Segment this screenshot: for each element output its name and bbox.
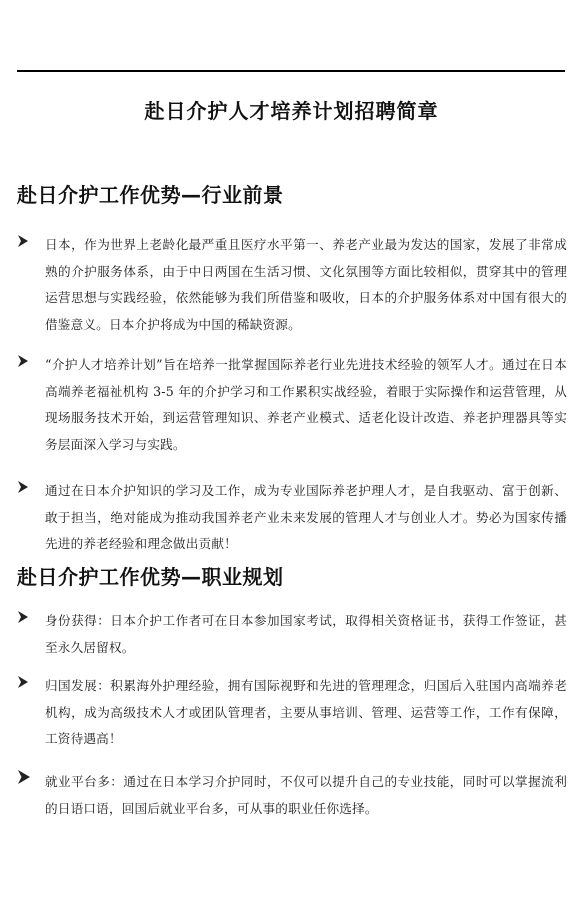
list-item: [17, 673, 567, 753]
document-title: 赴日介护人才培养计划招聘简章: [144, 99, 439, 123]
list-item: [17, 769, 567, 822]
list-item: [17, 352, 567, 458]
arrow-bullet-icon: [17, 675, 29, 689]
arrow-bullet-icon: [17, 769, 29, 783]
top-divider: [17, 70, 565, 72]
list-item: [17, 608, 567, 661]
list-item-text: “介护人才培养计划”旨在培养一批掌握国际养老行业先进技术经验的领军人才。通过在日本高端养老福祉机构 3-5 年的介护学习和工作累积实战经验，着眼于实际操作和运营管理，从现场服务技术开始，到运营管理知识、养老产业模式、适老化设计改造、养老护理器具等实务层面深入学习与实践。: [45, 357, 567, 452]
list-item: [17, 478, 567, 558]
list-item-text: 归国发展：积累海外护理经验，拥有国际视野和先进的管理理念，归国后入驻国内高端养老机构，成为高级技术人才或团队管理者，主要从事培训、管理、运营等工作，工作有保障，工资待遇高！: [45, 678, 567, 746]
section-heading-career-planning: 赴日介护工作优势—职业规划: [17, 565, 284, 589]
list-item: [17, 232, 567, 338]
arrow-bullet-icon: [17, 610, 29, 624]
section-heading-industry-outlook: 赴日介护工作优势—行业前景: [17, 183, 284, 207]
list-item-text: 身份获得：日本介护工作者可在日本参加国家考试，取得相关资格证书，获得工作签证，甚至永久居留权。: [45, 613, 567, 655]
list-item-text: 通过在日本介护知识的学习及工作，成为专业国际养老护理人才，是自我驱动、富于创新、敢于担当，绝对能成为推动我国养老产业未来发展的管理人才与创业人才。势必为国家传播先进的养老经验和理念做出贡献！: [45, 483, 567, 551]
list-item-text: 日本，作为世界上老龄化最严重且医疗水平第一、养老产业最为发达的国家，发展了非常成熟的介护服务体系，由于中日两国在生活习惯、文化氛围等方面比较相似，贯穿其中的管理运营思想与实践经验，依然能够为我们所借鉴和吸收，日本的介护服务体系对中国有很大的借鉴意义。日本介护将成为中国的稀缺资源。: [45, 237, 567, 332]
list-item-text: 就业平台多：通过在日本学习介护同时，不仅可以提升自己的专业技能，同时可以掌握流利的日语口语，回国后就业平台多，可从事的职业任你选择。: [45, 774, 567, 816]
arrow-bullet-icon: [17, 354, 29, 368]
arrow-bullet-icon: [17, 234, 29, 248]
arrow-bullet-icon: [17, 480, 29, 494]
